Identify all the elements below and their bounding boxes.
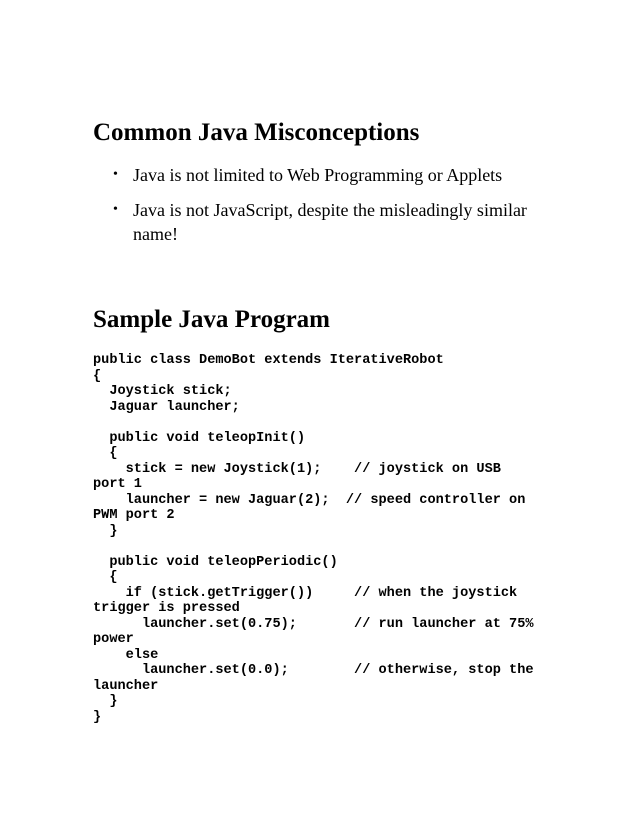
list-item bbox=[93, 163, 563, 187]
sample-program-heading: Sample Java Program bbox=[93, 306, 331, 333]
misconceptions-list bbox=[93, 163, 563, 257]
list-item bbox=[93, 198, 563, 246]
list-item-text: Java is not limited to Web Programming or Applets bbox=[133, 165, 503, 185]
bullet-icon: • bbox=[113, 202, 118, 217]
list-item-text: Java is not JavaScript, despite the misleadingly similar name! bbox=[133, 200, 527, 244]
misconceptions-heading: Common Java Misconceptions bbox=[93, 119, 420, 146]
code-block: public class DemoBot extends IterativeRobot { Joystick stick; Jaguar launcher; public void teleopInit() { stick = new Joystick(1); // joystick on USB port 1 launcher = new Jaguar(2); // speed controller on PWM port 2 } public void teleopPeriodic() { if (stick.getTrigger()) // when the joystick trigger is pressed launcher.set(0.75); // run launcher at 75% power else launcher.set(0.0); // otherwise, stop the launcher } } bbox=[93, 353, 534, 725]
bullet-icon: • bbox=[113, 167, 118, 182]
